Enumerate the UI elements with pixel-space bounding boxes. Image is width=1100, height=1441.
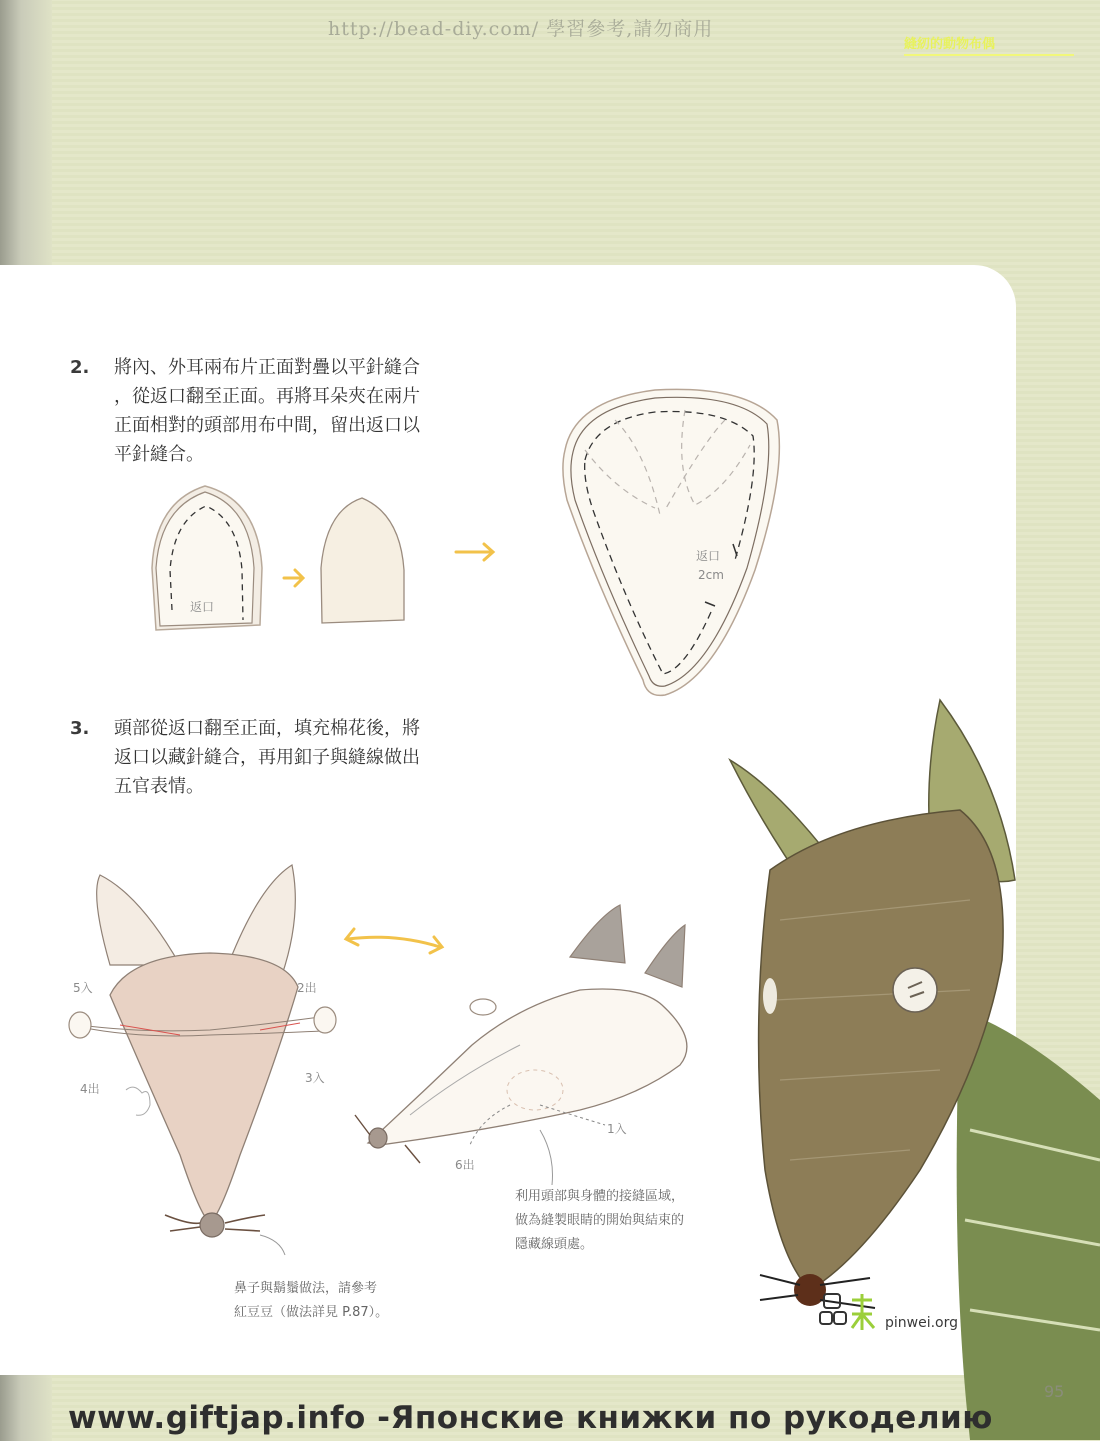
side-head-diagram bbox=[340, 895, 720, 1175]
header-tag: 縫紉的動物布偶 bbox=[904, 37, 996, 52]
header-underline bbox=[904, 54, 1074, 56]
step-2-number: 2. bbox=[70, 357, 90, 378]
label-6-out: 6出 bbox=[455, 1158, 475, 1172]
pinwei-logo-icon bbox=[818, 1290, 878, 1340]
pinwei-logo-text: pinwei.org bbox=[885, 1315, 959, 1331]
seam-note bbox=[515, 1185, 684, 1257]
head-opening-label: 返口 bbox=[696, 549, 721, 563]
label-5-in: 5入 bbox=[73, 981, 93, 995]
label-2-out: 2出 bbox=[297, 981, 317, 995]
step-2-text bbox=[114, 353, 420, 469]
step-3-line-1: 頭部從返口翻至正面，填充棉花後，將 bbox=[114, 718, 420, 739]
arrow-icon bbox=[456, 544, 493, 560]
label-1-in: 1入 bbox=[607, 1122, 627, 1136]
seam-note-line-2: 做為縫製眼睛的開始與結束的 bbox=[515, 1213, 685, 1228]
head-opening-size: 2cm bbox=[698, 568, 724, 582]
label-3-in: 3入 bbox=[305, 1071, 325, 1085]
nose-note bbox=[234, 1277, 388, 1325]
nose-note-line-1: 鼻子與鬍鬚做法，請參考 bbox=[234, 1281, 378, 1296]
page-number: 95 bbox=[1044, 1382, 1065, 1401]
seam-note-line-3: 隱藏線頭處。 bbox=[515, 1237, 594, 1252]
seam-note-line-1: 利用頭部與身體的接縫區域， bbox=[515, 1189, 685, 1204]
ear-opening-label: 返口 bbox=[190, 600, 215, 614]
step-3-text bbox=[114, 714, 420, 801]
top-watermark: http://bead-diy.com/ 學習參考,請勿商用 bbox=[328, 18, 714, 40]
ear-sewing-diagram bbox=[150, 480, 510, 640]
step-2-line-3: 正面相對的頭部用布中間，留出返口以 bbox=[114, 415, 420, 436]
step-3-line-2: 返口以藏針縫合，再用釦子與縫線做出 bbox=[114, 747, 420, 768]
step-2-line-2: ，從返口翻至正面。再將耳朵夾在兩片 bbox=[114, 386, 420, 407]
label-4-out: 4出 bbox=[80, 1082, 100, 1096]
step-2-line-4: 平針縫合。 bbox=[114, 444, 204, 465]
arrow-icon bbox=[284, 570, 303, 586]
head-pattern-diagram bbox=[555, 380, 795, 700]
step-3-number: 3. bbox=[70, 718, 90, 739]
footer-watermark: www.giftjap.info -Японские книжки по рукоделию bbox=[68, 1400, 993, 1436]
step-2-line-1: 將內、外耳兩布片正面對疊以平針縫合 bbox=[114, 357, 420, 378]
nose-note-line-2: 紅豆豆（做法詳見 P.87）。 bbox=[234, 1305, 389, 1320]
step-3-line-3: 五官表情。 bbox=[114, 776, 204, 797]
front-head-diagram bbox=[60, 855, 380, 1255]
